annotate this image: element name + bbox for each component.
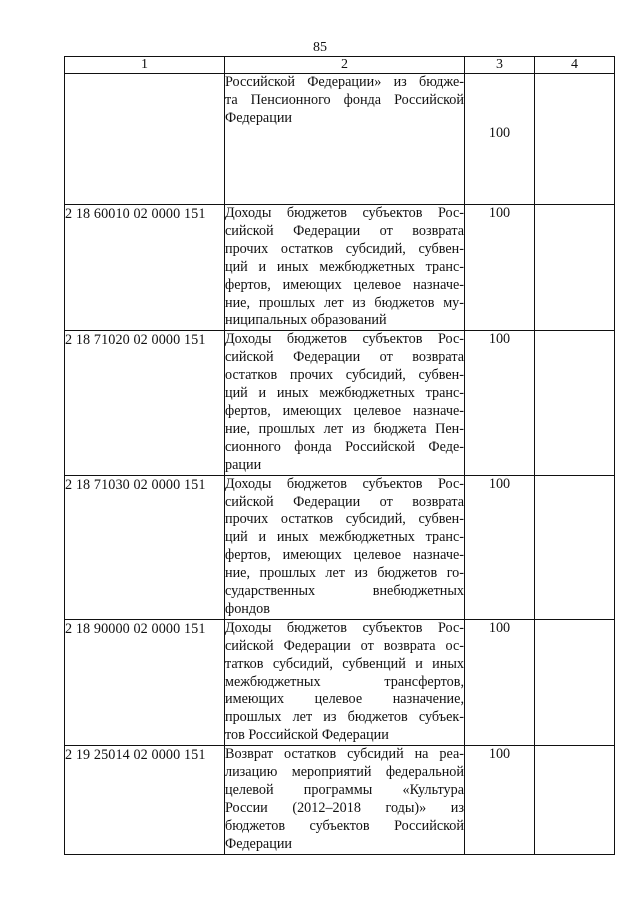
budget-code-cell: 2 18 90000 02 0000 151 bbox=[65, 619, 225, 745]
description-line: прочих остатков субсидий, субвен- bbox=[225, 240, 464, 257]
description-line: Российской Федерации» из бюдже- bbox=[225, 74, 464, 90]
budget-code-cell bbox=[65, 74, 225, 205]
description-line: имеющих целевое назначение, bbox=[225, 691, 464, 708]
value-cell: 100 bbox=[465, 619, 535, 745]
table-row bbox=[65, 619, 615, 745]
column-header-2: 2 bbox=[225, 57, 465, 74]
description-line: бюджетов субъектов Российской bbox=[225, 817, 464, 834]
column-header-4: 4 bbox=[535, 57, 615, 74]
column-4-cell bbox=[535, 205, 615, 331]
description-line: сийской Федерации от возврата bbox=[225, 493, 464, 510]
description-line: тов Российской Федерации bbox=[225, 727, 389, 744]
description-line: целевой программы «Культура bbox=[225, 782, 464, 798]
description-line: фондов bbox=[225, 600, 270, 617]
description-line: рации bbox=[225, 456, 262, 473]
description-line: Доходы бюджетов субъектов Рос- bbox=[225, 205, 464, 221]
description-cell bbox=[225, 746, 465, 854]
description-line: сийской Федерации от возврата ос- bbox=[225, 637, 464, 654]
value-cell: 100 bbox=[465, 746, 535, 854]
description-cell bbox=[225, 331, 465, 475]
description-line: фертов, имеющих целевое назначе- bbox=[225, 276, 464, 293]
table-body bbox=[65, 74, 615, 855]
page-number: 85 bbox=[313, 40, 327, 55]
description-line: прошлых лет из бюджетов субъек- bbox=[225, 709, 464, 726]
description-line: Доходы бюджетов субъектов Рос- bbox=[225, 619, 464, 636]
value-cell: 100 bbox=[465, 475, 535, 619]
description-line: фертов, имеющих целевое назначе- bbox=[225, 547, 464, 564]
description-cell bbox=[225, 205, 465, 331]
description-line: Федерации bbox=[225, 109, 293, 126]
column-header-1: 1 bbox=[65, 57, 225, 74]
description-cell bbox=[225, 619, 465, 745]
description-cell bbox=[225, 475, 465, 619]
description-line: та Пенсионного фонда Российской bbox=[225, 91, 464, 108]
description-line: прочих остатков субсидий, субвен- bbox=[225, 511, 464, 528]
description-line: Доходы бюджетов субъектов Рос- bbox=[225, 331, 464, 348]
description-line: татков субсидий, субвенций и иных bbox=[225, 655, 464, 672]
column-header-3: 3 bbox=[465, 57, 535, 74]
description-line: ние, прошлых лет из бюджетов го- bbox=[225, 565, 464, 582]
column-4-cell bbox=[535, 331, 615, 475]
budget-code-cell: 2 18 71020 02 0000 151 bbox=[65, 331, 225, 475]
table-row bbox=[65, 205, 615, 331]
description-line: ние, прошлых лет из бюджетов му- bbox=[225, 294, 464, 311]
description-line: Возврат остатков субсидий на реа- bbox=[225, 746, 464, 763]
table-row bbox=[65, 475, 615, 619]
column-4-cell bbox=[535, 475, 615, 619]
description-line: ций и иных межбюджетных транс- bbox=[225, 258, 464, 275]
description-line: Федерации bbox=[225, 835, 293, 852]
description-line: фертов, имеющих целевое назначе- bbox=[225, 402, 464, 419]
table-header-row bbox=[65, 57, 615, 74]
column-4-cell bbox=[535, 74, 615, 205]
description-line: остатков прочих субсидий, субвен- bbox=[225, 367, 464, 384]
table-row bbox=[65, 74, 615, 205]
description-line: сийской Федерации от возврата bbox=[225, 222, 464, 239]
description-line: сударственных внебюджетных bbox=[225, 583, 464, 600]
budget-code-cell: 2 19 25014 02 0000 151 bbox=[65, 746, 225, 854]
budget-code-cell: 2 18 71030 02 0000 151 bbox=[65, 475, 225, 619]
table-row bbox=[65, 746, 615, 854]
value-cell: 100 bbox=[465, 74, 535, 205]
description-line: ниципальных образований bbox=[225, 312, 387, 329]
table-row bbox=[65, 331, 615, 475]
description-line: Доходы бюджетов субъектов Рос- bbox=[225, 475, 464, 492]
description-line: сийской Федерации от возврата bbox=[225, 349, 464, 366]
budget-code-cell: 2 18 60010 02 0000 151 bbox=[65, 205, 225, 331]
description-line: сионного фонда Российской Феде- bbox=[225, 438, 464, 455]
description-line: ние, прошлых лет из бюджета Пен- bbox=[225, 420, 464, 437]
description-line: России (2012–2018 годы)» из bbox=[225, 799, 464, 816]
description-line: ций и иных межбюджетных транс- bbox=[225, 385, 464, 402]
description-cell bbox=[225, 74, 465, 205]
value-cell: 100 bbox=[465, 331, 535, 475]
description-line: межбюджетных трансфертов, bbox=[225, 673, 464, 690]
value-cell: 100 bbox=[465, 205, 535, 331]
column-4-cell bbox=[535, 746, 615, 854]
description-line: ций и иных межбюджетных транс- bbox=[225, 529, 464, 546]
budget-revenue-table bbox=[64, 56, 615, 855]
description-line: лизацию мероприятий федеральной bbox=[225, 764, 464, 781]
column-4-cell bbox=[535, 619, 615, 745]
